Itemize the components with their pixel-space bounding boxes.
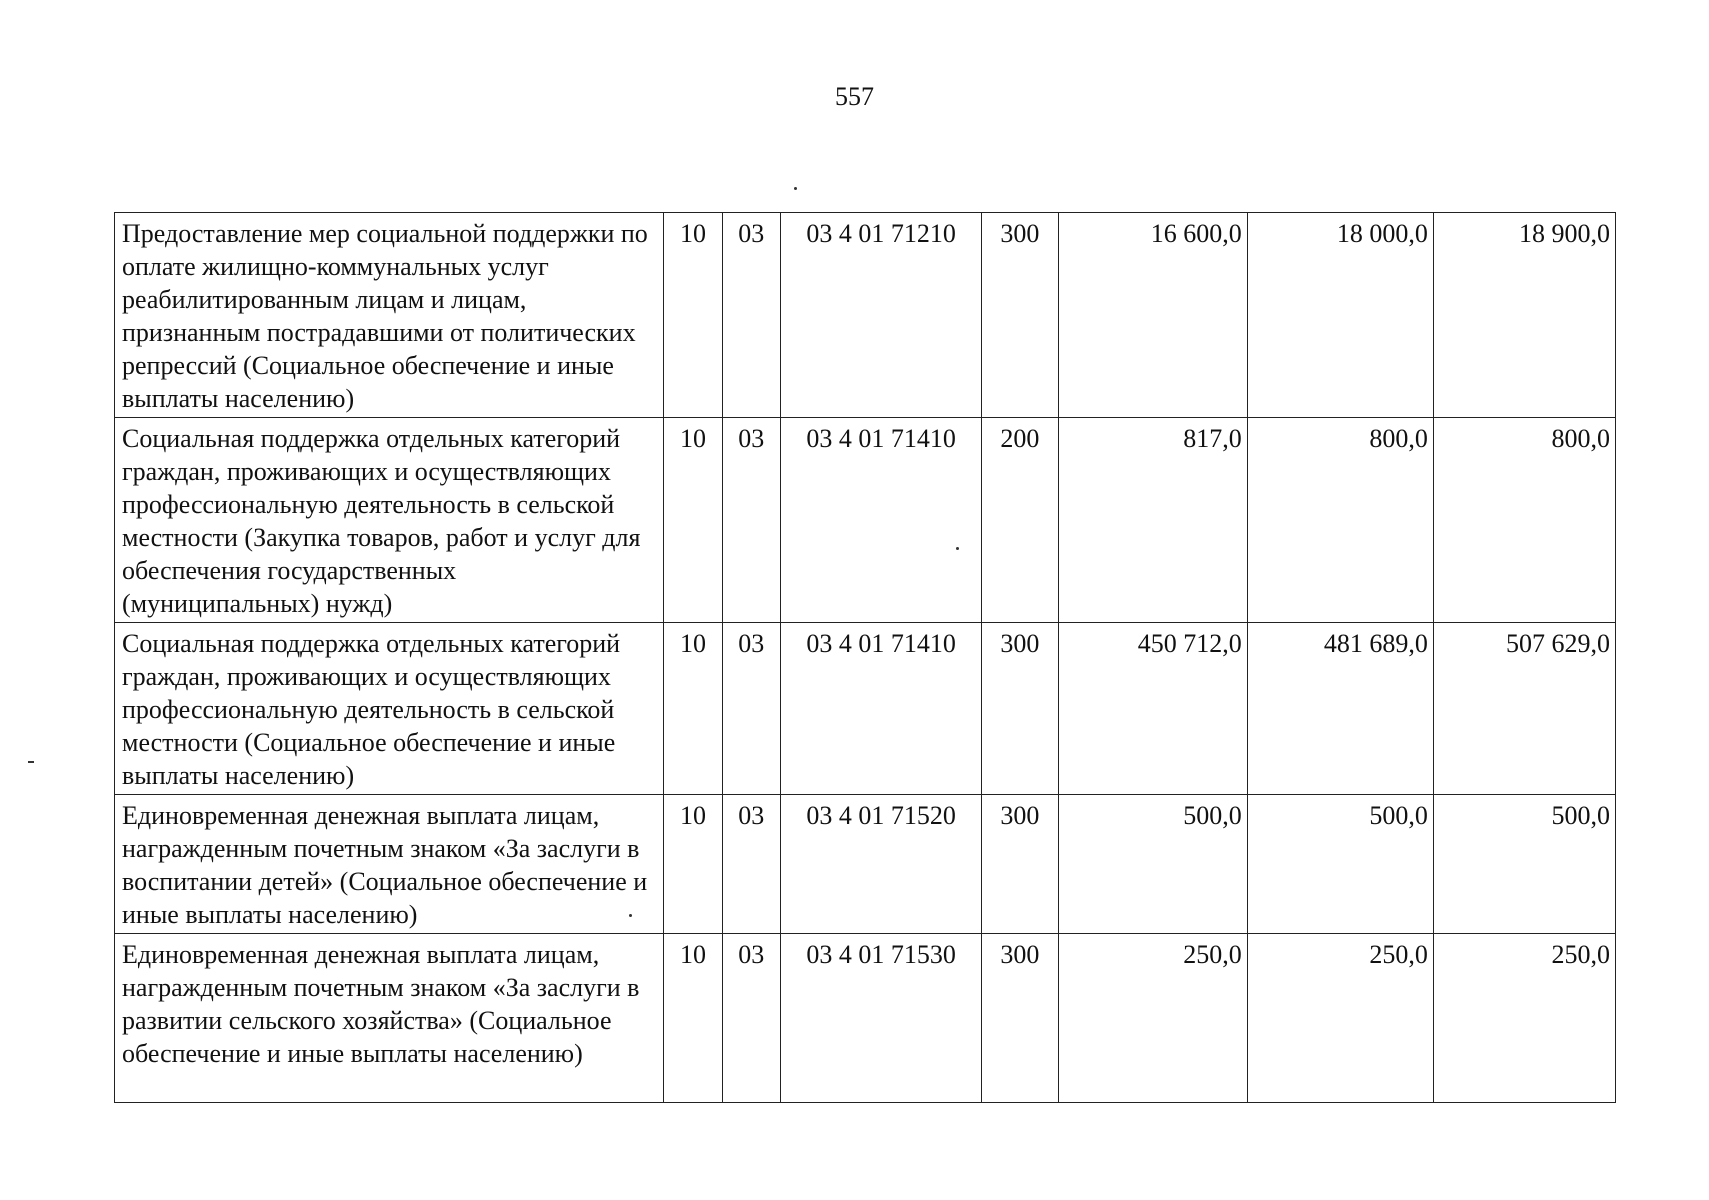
row-target-article: 03 4 01 71530 — [780, 934, 981, 1103]
page-number: 557 — [835, 82, 874, 111]
row-amount-1: 250,0 — [1058, 934, 1247, 1103]
row-description: Социальная поддержка отдельных категорий граждан, проживающих и осуществляющих профессиональную деятельность в сельской местности (Закупка товаров, работ и услуг для обеспечения государственных (муниципальных) нужд) — [115, 418, 664, 623]
row-amount-1: 817,0 — [1058, 418, 1247, 623]
row-amount-1: 500,0 — [1058, 795, 1247, 934]
row-target-article: 03 4 01 71210 — [780, 213, 981, 418]
scan-speck — [629, 914, 632, 917]
row-amount-2: 18 000,0 — [1247, 213, 1433, 418]
row-section: 10 — [664, 795, 722, 934]
scan-speck — [956, 547, 959, 550]
row-amount-3: 250,0 — [1433, 934, 1615, 1103]
row-amount-3: 800,0 — [1433, 418, 1615, 623]
scan-speck — [794, 187, 797, 190]
row-section: 10 — [664, 418, 722, 623]
row-subsection: 03 — [722, 623, 780, 795]
row-subsection: 03 — [722, 213, 780, 418]
table-row — [115, 795, 1616, 934]
row-expense-type: 200 — [982, 418, 1058, 623]
row-expense-type: 300 — [982, 934, 1058, 1103]
row-description: Предоставление мер социальной поддержки по оплате жилищно-коммунальных услуг реабилитированным лицам и лицам, признанным пострадавшими от политических репрессий (Социальное обеспечение и иные выплаты населению) — [115, 213, 664, 418]
row-target-article: 03 4 01 71410 — [780, 418, 981, 623]
row-section: 10 — [664, 213, 722, 418]
table-row — [115, 418, 1616, 623]
row-expense-type: 300 — [982, 795, 1058, 934]
row-amount-2: 250,0 — [1247, 934, 1433, 1103]
row-description: Социальная поддержка отдельных категорий граждан, проживающих и осуществляющих профессиональную деятельность в сельской местности (Социальное обеспечение и иные выплаты населению) — [115, 623, 664, 795]
row-section: 10 — [664, 623, 722, 795]
row-section: 10 — [664, 934, 722, 1103]
row-amount-2: 500,0 — [1247, 795, 1433, 934]
row-amount-3: 18 900,0 — [1433, 213, 1615, 418]
budget-table — [114, 212, 1616, 1103]
table-row — [115, 623, 1616, 795]
row-target-article: 03 4 01 71410 — [780, 623, 981, 795]
row-subsection: 03 — [722, 934, 780, 1103]
row-subsection: 03 — [722, 795, 780, 934]
table-row — [115, 934, 1616, 1103]
row-amount-3: 507 629,0 — [1433, 623, 1615, 795]
table-row — [115, 213, 1616, 418]
row-amount-1: 16 600,0 — [1058, 213, 1247, 418]
row-amount-3: 500,0 — [1433, 795, 1615, 934]
scan-speck — [28, 761, 34, 763]
row-expense-type: 300 — [982, 213, 1058, 418]
row-description: Единовременная денежная выплата лицам, награжденным почетным знаком «За заслуги в воспитании детей» (Социальное обеспечение и иные выплаты населению) — [115, 795, 664, 934]
row-subsection: 03 — [722, 418, 780, 623]
row-target-article: 03 4 01 71520 — [780, 795, 981, 934]
row-amount-1: 450 712,0 — [1058, 623, 1247, 795]
row-description: Единовременная денежная выплата лицам, награжденным почетным знаком «За заслуги в развитии сельского хозяйства» (Социальное обеспечение и иные выплаты населению) — [115, 934, 664, 1103]
row-amount-2: 800,0 — [1247, 418, 1433, 623]
row-amount-2: 481 689,0 — [1247, 623, 1433, 795]
row-expense-type: 300 — [982, 623, 1058, 795]
